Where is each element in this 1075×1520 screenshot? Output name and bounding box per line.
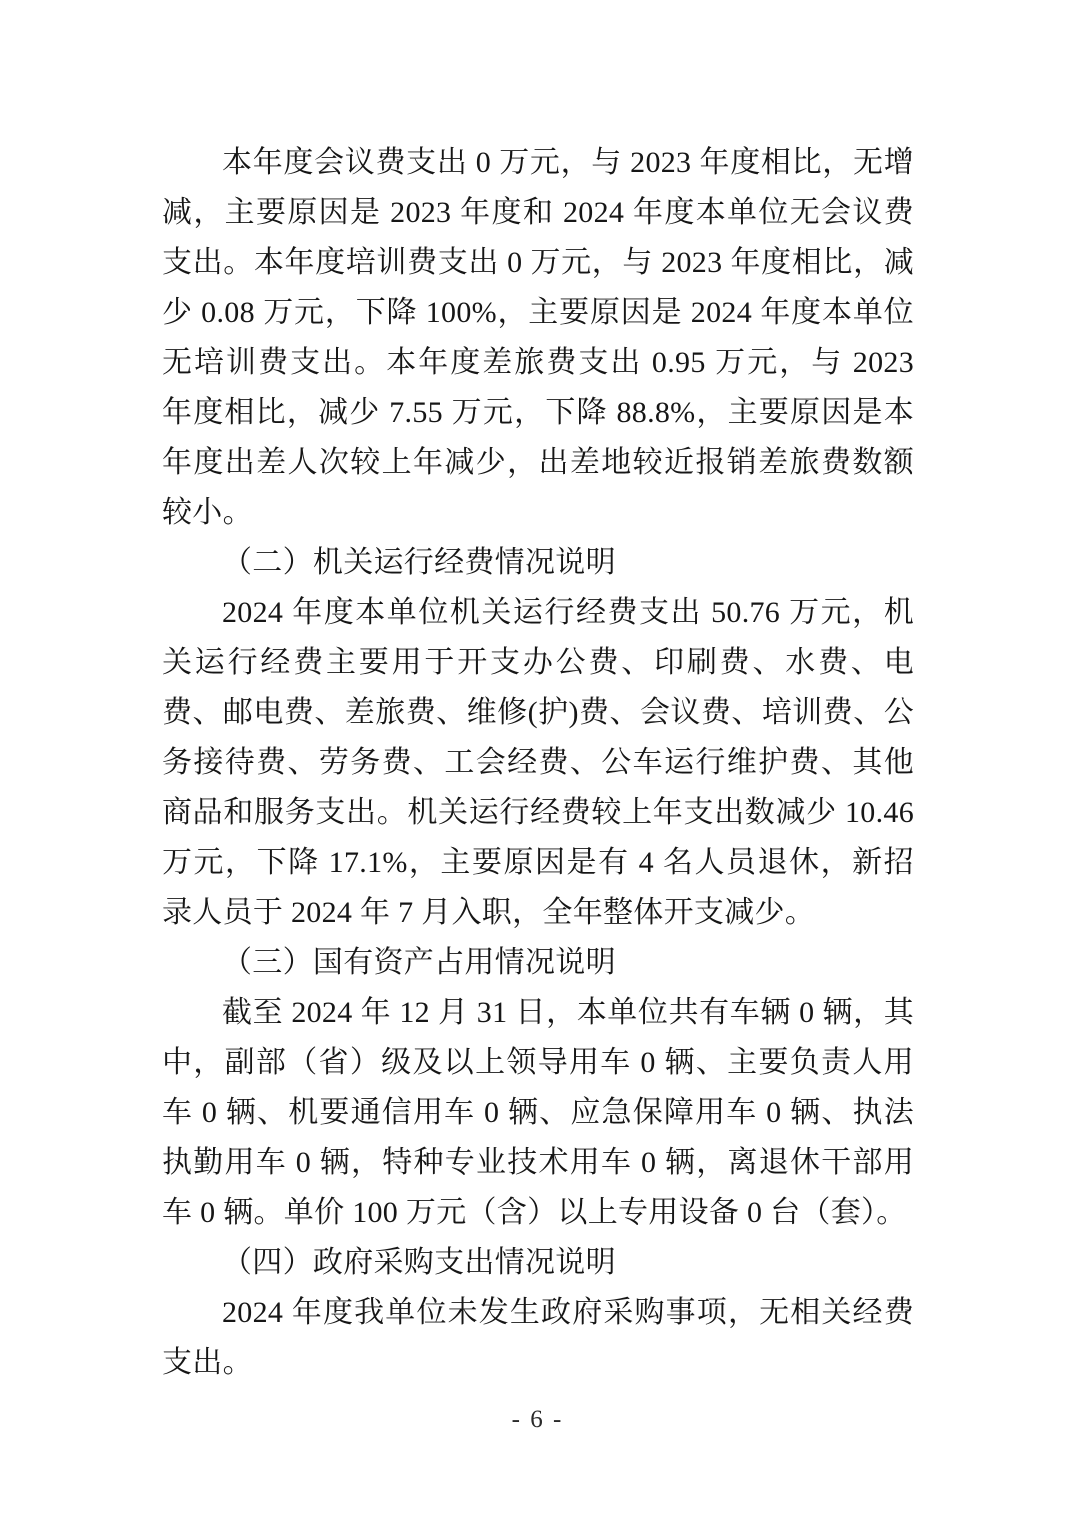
section-heading: （三）国有资产占用情况说明 — [222, 946, 616, 979]
section-heading: （二）机关运行经费情况说明 — [222, 546, 616, 579]
body-paragraph: 2024 年度我单位未发生政府采购事项，无相关经费支出。 — [162, 1296, 914, 1379]
body-paragraph: 截至 2024 年 12 月 31 日，本单位共有车辆 0 辆，其中，副部（省）级及以上领导用车 0 辆、主要负责人用车 0 辆、机要通信用车 0 辆、应急保障用车 0 辆、执法执勤用车 0 辆，特种专业技术用车 0 辆，离退休干部用车 0 辆。单价 100 万元（含）以上专用设备 0 台（套）。 — [162, 996, 914, 1229]
body-paragraph: 2024 年度本单位机关运行经费支出 50.76 万元，机关运行经费主要用于开支办公费、印刷费、水费、电费、邮电费、差旅费、维修(护)费、会议费、培训费、公务接待费、劳务费、工会经费、公车运行维护费、其他商品和服务支出。机关运行经费较上年支出数减少 10.46 万元，下降 17.1%，主要原因是有 4 名人员退休，新招录人员于 2024 年 7 月入职，全年整体开支减少。 — [162, 596, 914, 929]
body-paragraph: 本年度会议费支出 0 万元，与 2023 年度相比，无增减，主要原因是 2023 年度和 2024 年度本单位无会议费支出。本年度培训费支出 0 万元，与 2023 年度相比，减少 0.08 万元，下降 100%，主要原因是 2024 年度本单位无培训费支出。本年度差旅费支出 0.95 万元，与 2023 年度相比，减少 7.55 万元，下降 88.8%，主要原因是本年度出差人次较上年减少，出差地较近报销差旅费数额较小。 — [162, 146, 914, 529]
page-number: - 6 - — [511, 1406, 564, 1433]
section-heading: （四）政府采购支出情况说明 — [222, 1246, 616, 1279]
page-content — [162, 138, 914, 1388]
